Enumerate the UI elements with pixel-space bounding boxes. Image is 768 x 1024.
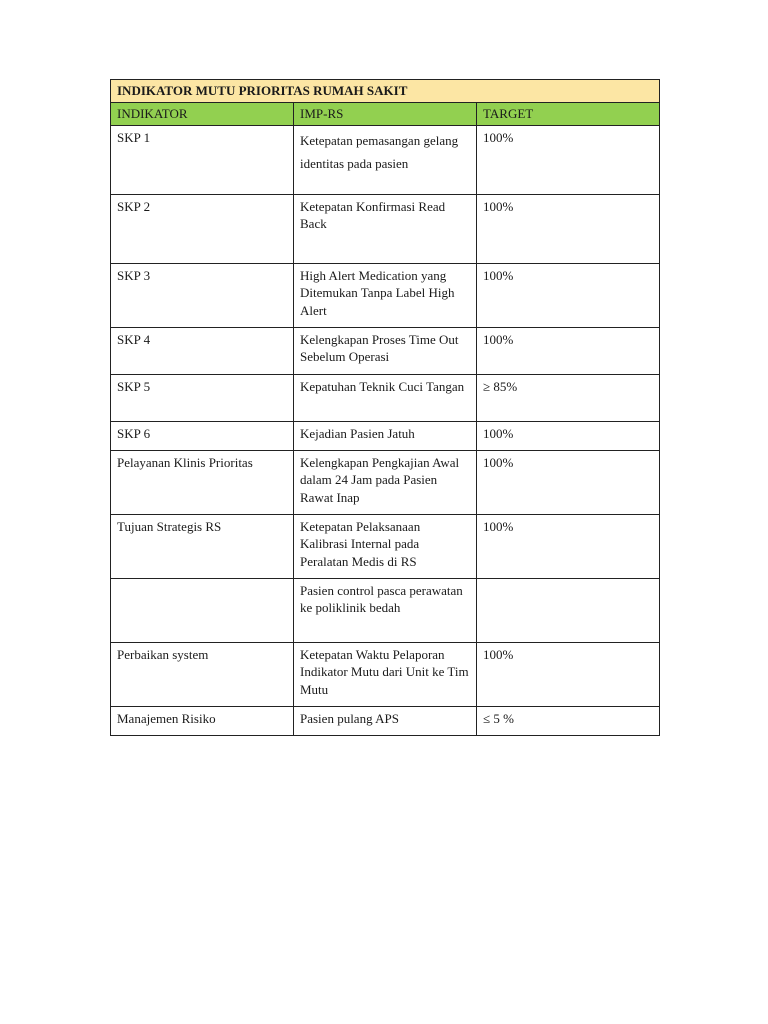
table-row [111, 327, 660, 374]
indikator-mutu-table [110, 79, 660, 736]
cell-imp-rs: Kelengkapan Pengkajian Awal dalam 24 Jam pada Pasien Rawat Inap [294, 450, 477, 514]
cell-target: 100% [477, 450, 660, 514]
cell-target [477, 578, 660, 642]
cell-target: 100% [477, 194, 660, 263]
cell-imp-rs: Kelengkapan Proses Time Out Sebelum Operasi [294, 327, 477, 374]
cell-imp-rs: High Alert Medication yang Ditemukan Tanpa Label High Alert [294, 263, 477, 327]
table-row [111, 125, 660, 194]
cell-indikator: SKP 6 [111, 421, 294, 450]
header-target: TARGET [477, 102, 660, 125]
cell-target: ≤ 5 % [477, 706, 660, 735]
cell-imp-rs: Pasien control pasca perawatan ke poliklinik bedah [294, 578, 477, 642]
cell-target: 100% [477, 125, 660, 194]
cell-target: 100% [477, 263, 660, 327]
cell-imp-rs: Ketepatan Waktu Pelaporan Indikator Mutu dari Unit ke Tim Mutu [294, 642, 477, 706]
table-row [111, 514, 660, 578]
cell-indikator: SKP 3 [111, 263, 294, 327]
header-imp-rs: IMP-RS [294, 102, 477, 125]
table-row [111, 421, 660, 450]
cell-target: ≥ 85% [477, 374, 660, 421]
cell-imp-rs: Ketepatan Konfirmasi Read Back [294, 194, 477, 263]
table-title: INDIKATOR MUTU PRIORITAS RUMAH SAKIT [111, 80, 660, 103]
cell-target: 100% [477, 642, 660, 706]
table-row [111, 263, 660, 327]
cell-imp-rs: Kejadian Pasien Jatuh [294, 421, 477, 450]
cell-indikator: Tujuan Strategis RS [111, 514, 294, 578]
table-row [111, 194, 660, 263]
cell-indikator: Perbaikan system [111, 642, 294, 706]
cell-imp-rs: Ketepatan pemasangan gelang identitas pada pasien [294, 125, 477, 194]
cell-imp-rs: Kepatuhan Teknik Cuci Tangan [294, 374, 477, 421]
table-row [111, 578, 660, 642]
cell-target: 100% [477, 421, 660, 450]
cell-target: 100% [477, 514, 660, 578]
cell-target: 100% [477, 327, 660, 374]
table-title-row [111, 80, 660, 103]
cell-imp-rs: Ketepatan Pelaksanaan Kalibrasi Internal pada Peralatan Medis di RS [294, 514, 477, 578]
cell-indikator: SKP 5 [111, 374, 294, 421]
table-row [111, 642, 660, 706]
cell-imp-rs: Pasien pulang APS [294, 706, 477, 735]
table-row [111, 706, 660, 735]
cell-indikator: Pelayanan Klinis Prioritas [111, 450, 294, 514]
table-row [111, 374, 660, 421]
table-header-row [111, 102, 660, 125]
table-row [111, 450, 660, 514]
header-indikator: INDIKATOR [111, 102, 294, 125]
cell-indikator: Manajemen Risiko [111, 706, 294, 735]
cell-indikator: SKP 4 [111, 327, 294, 374]
cell-indikator: SKP 1 [111, 125, 294, 194]
cell-indikator: SKP 2 [111, 194, 294, 263]
cell-indikator [111, 578, 294, 642]
